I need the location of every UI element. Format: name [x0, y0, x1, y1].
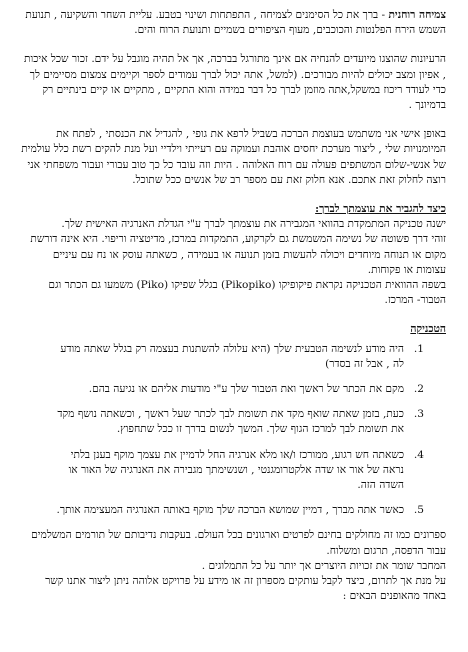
- footer-line: המחבר שומר את זכויות היוצרים אך יותר על כל התמלוגים .: [201, 559, 446, 572]
- list-item: [20, 382, 446, 397]
- step-text: כאשר אתה מברך , דמיין שמושא הברכה שלך מוקף באותה האנרגיה המעצימה אותך.: [56, 504, 404, 517]
- body-paragraph: באופן אישי אני משתמש בעוצמת הברכה בשביל לרפא את גופי , להגדיל את הכנסתי , לפתח את המיומנויות שלי , ליצור מערכת יחסים אוהבת ועמוקה עם רעייתי וילדיי ועל מנת להקים רשת כלל עולמית של אנשי-שלום המשתפים פעולה עם רוח האלוהה . היות וזה עובד כל כך טוב עבורי ועבור משפחתי אני רוצה לחלוק זאת אתכם. אנא חלוק זאת עם מספר רב של אנשים ככל שתוכל.: [21, 128, 446, 186]
- footer-block: [20, 528, 446, 604]
- step-number: 1.: [413, 342, 424, 355]
- list-item: [20, 448, 446, 494]
- list-item: [20, 342, 446, 372]
- step-number: 4.: [413, 448, 424, 461]
- body-paragraph: הרעיונות שהוצגו מיועדים להנחיה אם אינך מתורגל בברכה, אך אל תהיה מוגבל על ידם. זכור שכל איכות , אפיון ומצב יכולים להיות מבורכים. (למשל, אתה יכול לברך עמודים לספר וקיימים צמצום מסיימים לך כדי לעודד ריכוז במשקל,אתה מוזמן לברך כל דבר במידה והוא התקיים , מתקיים או קיים בינתיים רק בדמיונך .: [24, 53, 446, 112]
- step-text: כשאתה חש רגוע, ממורכז ו/או מלא אנרגיה החל לדמיין את עצמך מוקף בענן בלתי נראה של אור או שדה אלקטרומגנטי , ושנשימתך מגבירה את האנרגיה של האור או השדה הזה.: [68, 448, 404, 492]
- intro-paragraph: [20, 8, 446, 38]
- list-item: [20, 503, 446, 518]
- section-heading: כיצד להגביר את עוצמתך לברך:: [315, 203, 446, 216]
- step-text: היה מודע לנשימה הטבעית שלך (היא עלולה להשתנות בעצמה רק בגלל שאתה מודע לה , אבל זה בסדר): [60, 342, 404, 370]
- footer-line: על מנת אך לתרום, כיצד לקבל עותקים מספרון זה או מידע על פרויקט אלוהה ניתן ליצור אתנו קשר באחד מהאופנים הבאים :: [45, 575, 446, 603]
- step-number: 2.: [413, 383, 424, 396]
- step-number: 3.: [413, 408, 424, 421]
- technique-heading: הטכניקה: [410, 323, 446, 336]
- intro-text: - ברך את כל הסימנים לצמיחה , התפתחות ושינוי בטבע. עליית השחר והשקיעה , תנועת השמש הירח הפלנטות והכוכבים, מעוף הציפורים בשמיים ותנועת הרוח והים.: [25, 9, 446, 37]
- step-number: 5.: [413, 504, 424, 517]
- section-paragraph: בשפה ההוואית הטכניקה נקראת פיקופיקו (Pikopiko) בגלל שפיקו (Piko) משמעו גם הכתר וגם הטבור- המרכז.: [48, 279, 446, 307]
- list-item: [20, 407, 446, 437]
- step-text: כעת, בזמן שאתה שואף מקד את תשומת לבך לכתר שעל ראשך , וכשאתה נושף מקד את תשומת לבך למרכז הגוף שלך. המשך לנשום בדרך זו ככל שתחפוץ.: [57, 408, 404, 436]
- step-text: מקם את הכתר של ראשך ואת הטבור שלך ע"י מודעות אליהם או נגיעה בהם.: [88, 383, 404, 396]
- footer-line: ספרונים כמו זה מחולקים בחינם לפרטים וארגונים בכל העולם. בעקבות נדיבותם של תורמים המשלמים עבור הדפסה, תרגום ומשלוח.: [31, 529, 446, 557]
- section-paragraph: ישנה טכניקה המתמקדת בהוואי המגבירה את עוצמתך לברך ע"י הגדלת האנרגיה האישית שלך.: [61, 218, 446, 231]
- technique-steps: [20, 342, 446, 519]
- intro-lead: צמיחה רוחנית: [388, 9, 446, 21]
- section-paragraph: זוהי דרך פשוטה של נשימה המשמשת גם לקרקוע, התמקדות במרכז, מדיטציה וריפוי. היא אינה דורשת מקום או תנוחה מיוחדים ויכולה להעשות בזמן תנועה או בעמידה , כשאתה עוסק או נח עם עיניים עצומות או פקוחות.: [30, 233, 446, 276]
